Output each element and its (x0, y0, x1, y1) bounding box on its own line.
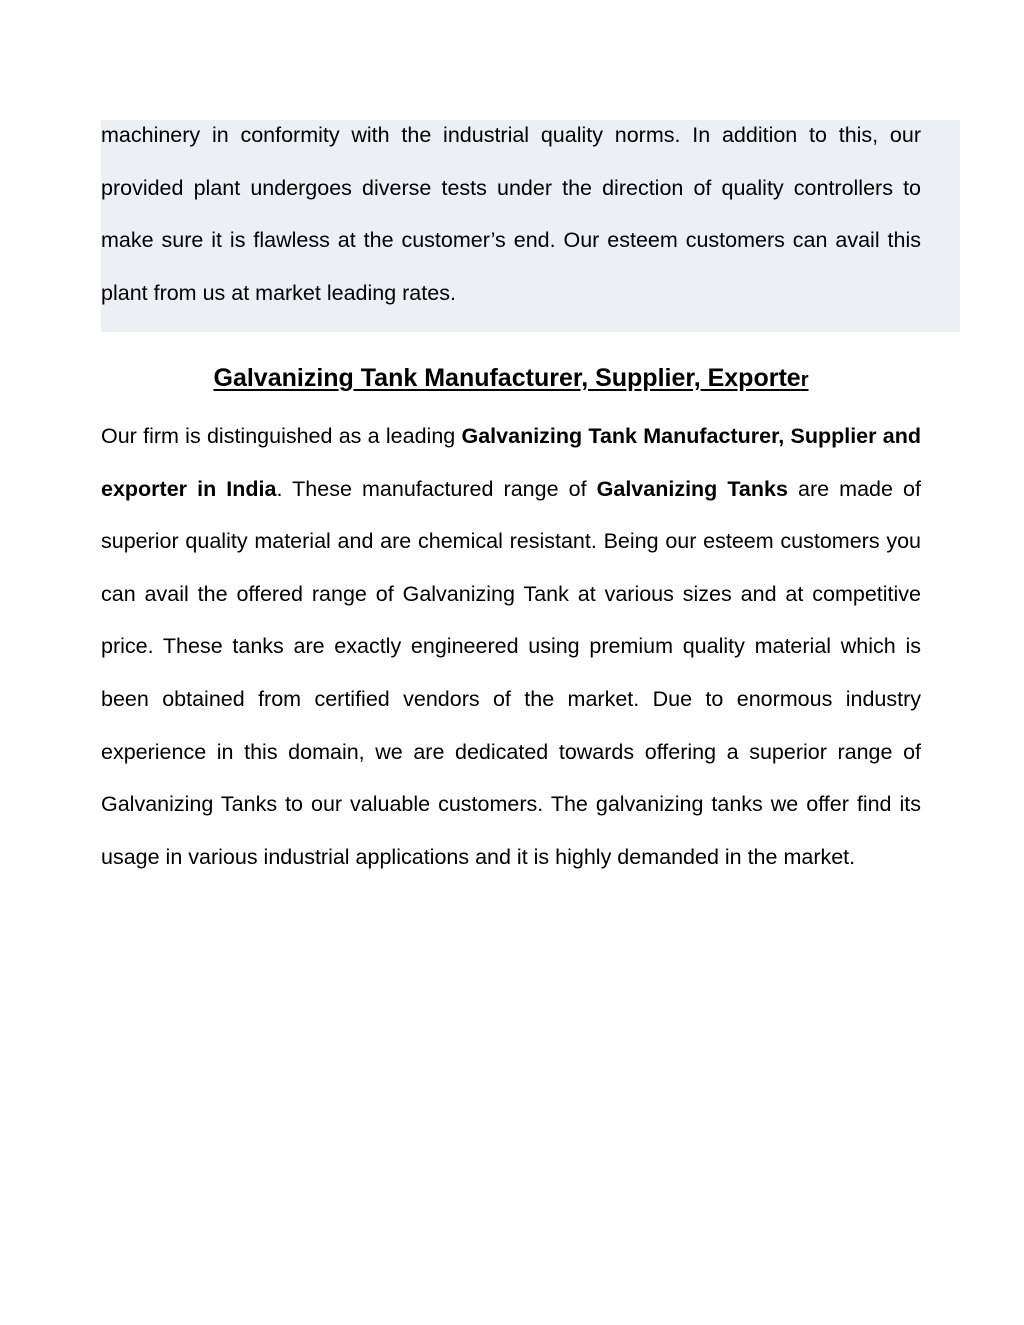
section-paragraph (101, 410, 921, 883)
paragraph-text-1: Our firm is distinguished as a leading (101, 424, 462, 448)
paragraph-bold-2: Galvanizing Tanks (596, 476, 788, 501)
section-heading-tail: r (800, 369, 809, 391)
section-heading (101, 358, 921, 400)
section-heading-main: Galvanizing Tank Manufacturer, Supplier, Exporte (213, 364, 801, 392)
paragraph-text-3: are made of superior quality material and are chemical resistant. Being our esteem customers you can avail the offered range of Galvanizing Tank at various sizes and at competitive price. These tanks are exactly engineered using premium quality material which is been obtained from certified vendors of the market. Due to enormous industry experience in this domain, we are dedicated towards offering a superior range of Galvanizing Tanks to our valuable customers. The galvanizing tanks we offer find its usage in various industrial applications and it is highly demanded in the market. (101, 476, 921, 869)
paragraph-text-2: . These manufactured range of (276, 476, 597, 501)
continued-paragraph: machinery in conformity with the industrial quality norms. In addition to this, our provided plant undergoes diverse tests under the direction of quality controllers to make sure it is flawless at the customer’s end. Our esteem customers can avail this plant from us at market leading rates. (101, 123, 921, 305)
paragraph-bold-1: Galvanizing Tank Manufacturer, Supplier and exporter in India (101, 424, 921, 501)
